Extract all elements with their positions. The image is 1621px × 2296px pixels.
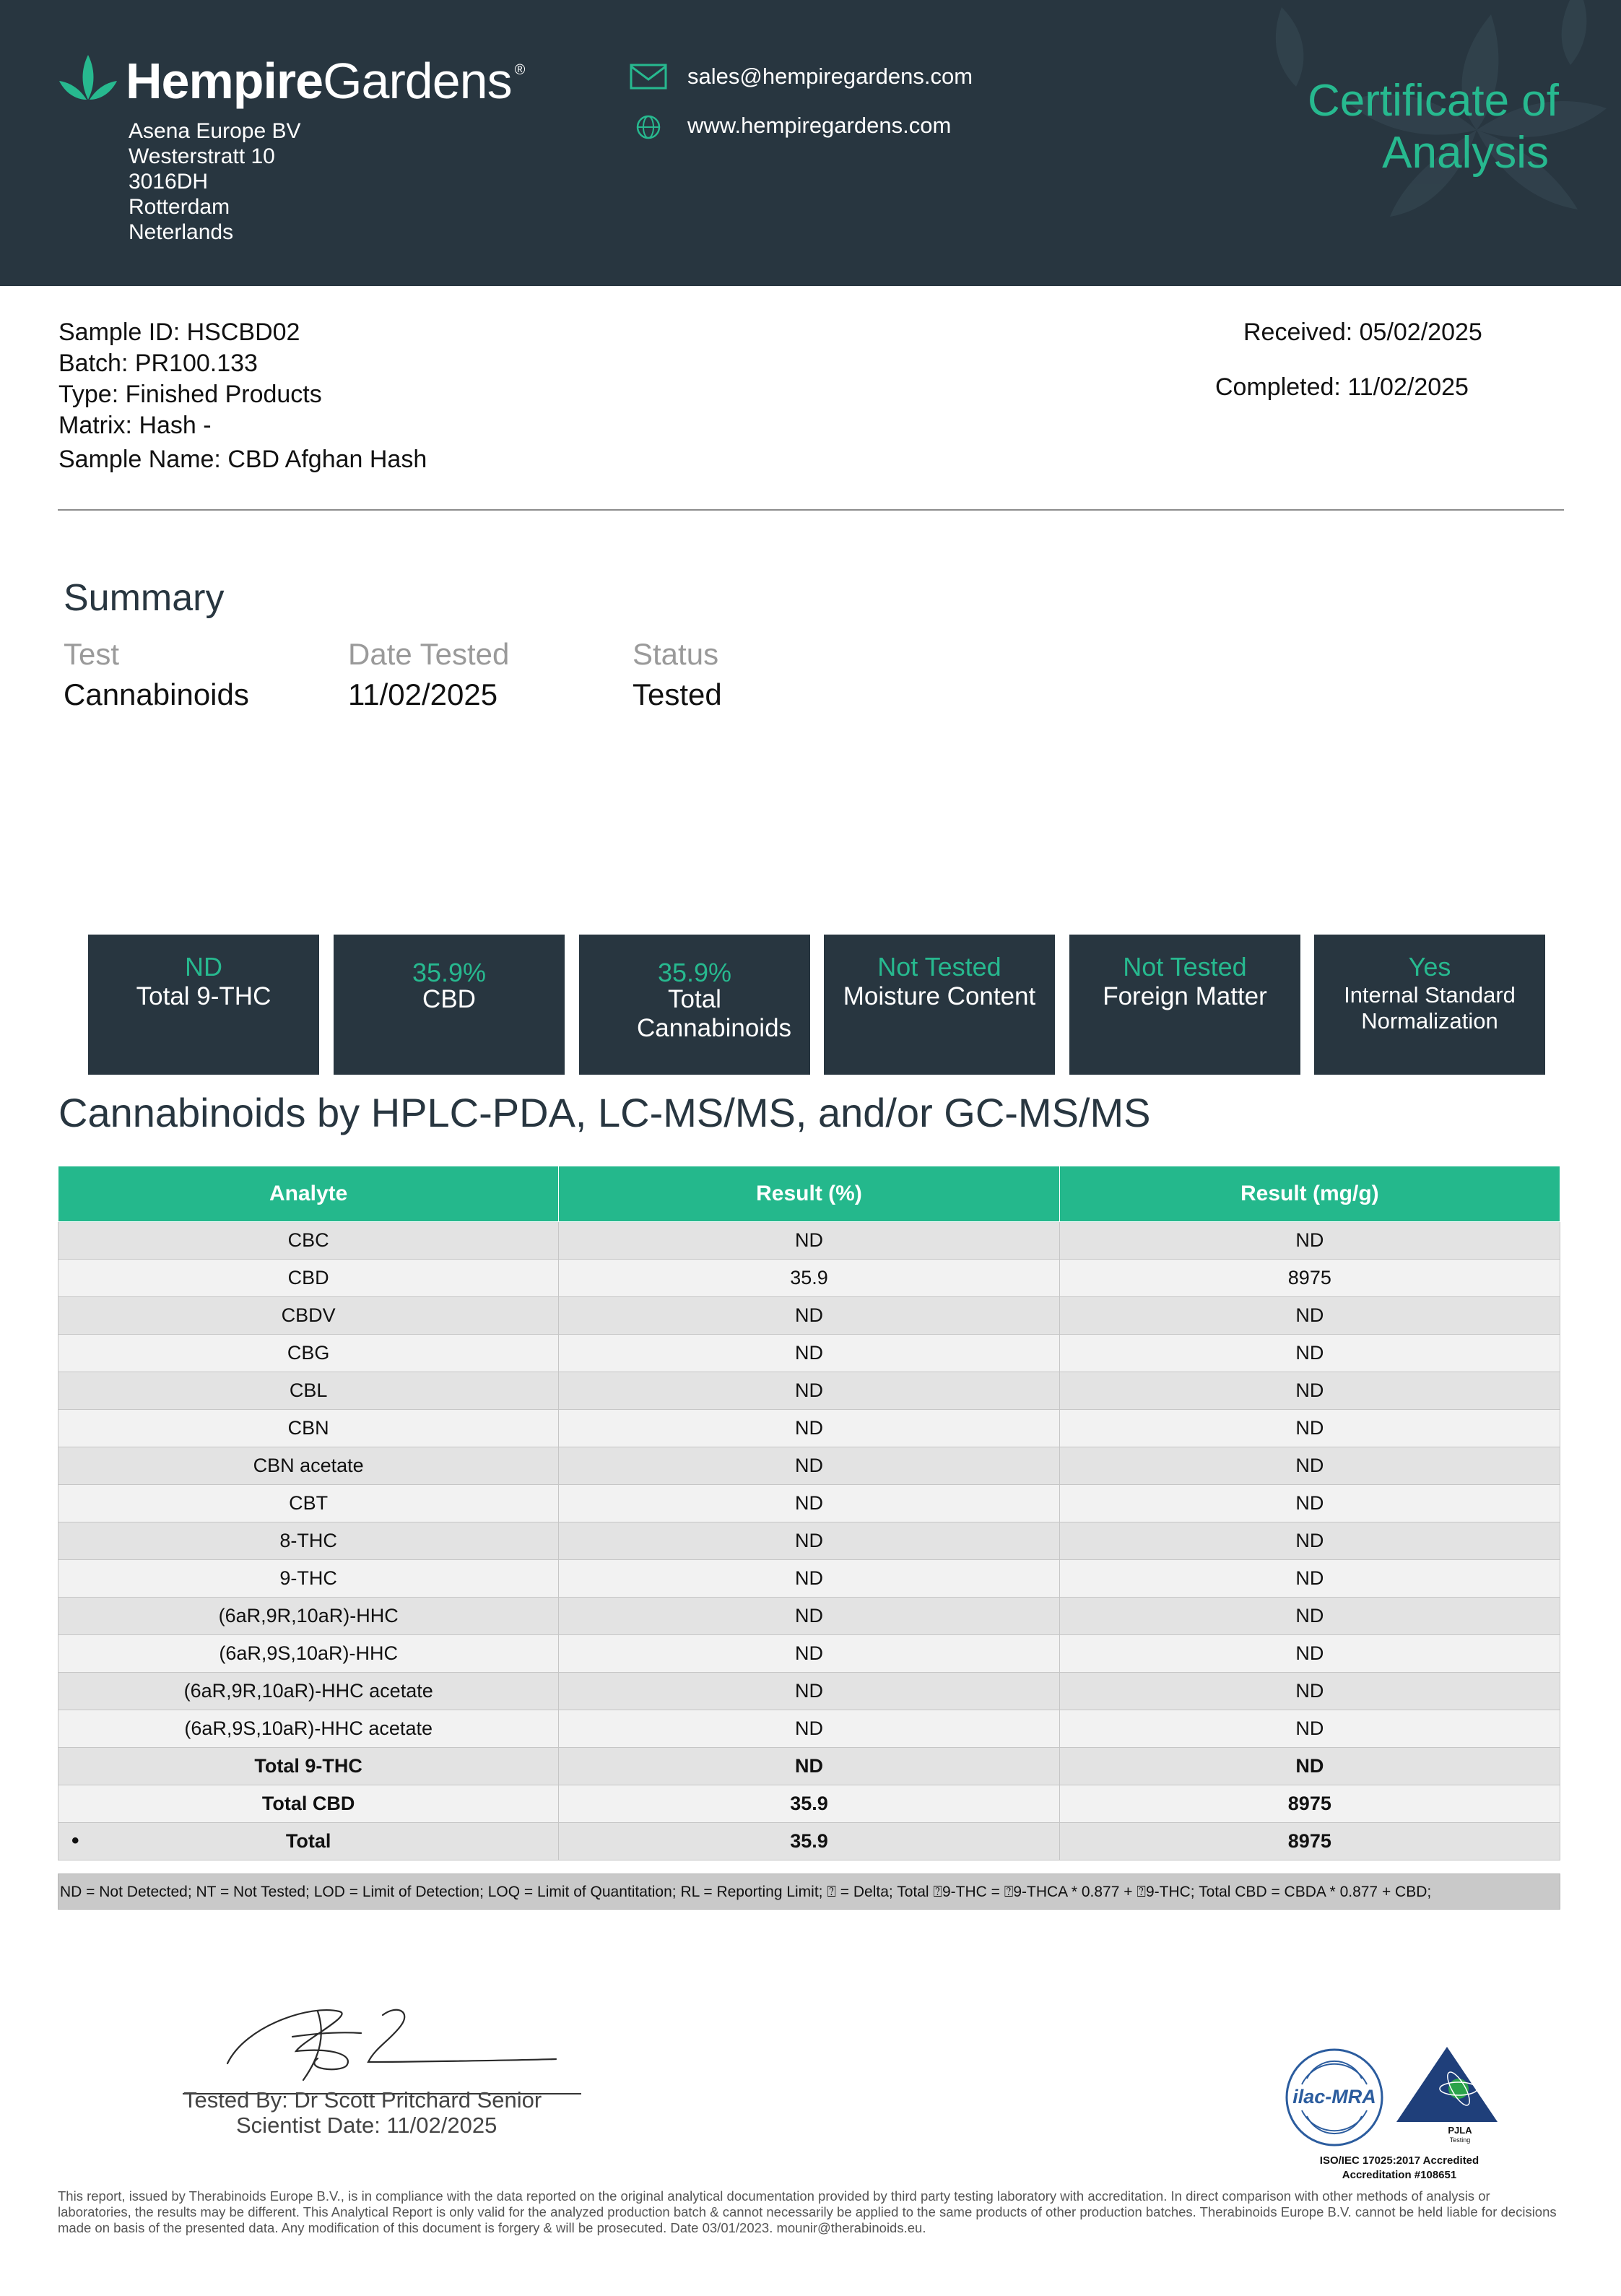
table-row	[58, 1560, 1560, 1598]
cell-result-mg	[1059, 1673, 1560, 1710]
cell-result-mg-text: 8975	[1287, 1830, 1331, 1852]
header-result-mg: Result (mg/g)	[1059, 1166, 1560, 1222]
table-row	[58, 1673, 1560, 1710]
certificate-title	[1308, 75, 1559, 179]
header-banner	[0, 0, 1621, 286]
ilac-mra-logo-icon	[1284, 2047, 1385, 2148]
cell-analyte	[58, 1522, 559, 1560]
certificate-title-line-1: Certificate of	[1307, 76, 1559, 126]
cell-result-mg	[1059, 1785, 1560, 1823]
summary-header-status: Status	[633, 637, 719, 671]
pjla-text: PJLA	[1448, 2125, 1472, 2136]
brand-logo	[58, 52, 525, 110]
cell-result-mg	[1059, 1447, 1560, 1485]
cell-result-percent	[559, 1335, 1059, 1372]
cell-result-mg-text: ND	[1295, 1304, 1324, 1326]
sample-type: Type: Finished Products	[58, 381, 322, 408]
cell-result-mg	[1059, 1710, 1560, 1748]
card-label: Internal Standard Normalization	[1344, 982, 1516, 1034]
cell-analyte-text: CBN	[287, 1417, 329, 1439]
cell-result-percent-text: ND	[794, 1342, 823, 1364]
cell-result-percent	[559, 1222, 1059, 1260]
cell-result-percent-text: ND	[794, 1304, 823, 1326]
cell-result-percent	[559, 1485, 1059, 1522]
cell-result-mg	[1059, 1222, 1560, 1260]
cell-result-percent	[559, 1785, 1059, 1823]
card-label: Total 9-THC	[136, 982, 271, 1010]
cell-result-percent-text: ND	[794, 1605, 823, 1626]
cell-result-percent-text: ND	[794, 1680, 823, 1702]
cell-result-mg-text: ND	[1295, 1530, 1324, 1551]
table-row	[58, 1410, 1560, 1447]
cannabinoid-results-table	[58, 1166, 1560, 1860]
address-line-3: 3016DH	[129, 170, 209, 194]
cell-result-mg-text: 8975	[1287, 1267, 1331, 1288]
table-row	[58, 1823, 1560, 1860]
cell-result-percent-text: 35.9	[790, 1793, 828, 1814]
cell-result-percent-text: ND	[794, 1567, 823, 1589]
table-row	[58, 1710, 1560, 1748]
cell-result-percent-text: ND	[794, 1717, 823, 1739]
cell-analyte	[58, 1710, 559, 1748]
ilac-text: ilac-MRA	[1292, 2086, 1376, 2107]
cell-result-mg	[1059, 1522, 1560, 1560]
card-moisture-content	[824, 935, 1055, 1075]
header-analyte: Analyte	[58, 1166, 559, 1222]
matrix: Matrix: Hash -	[58, 412, 212, 439]
cell-result-mg	[1059, 1823, 1560, 1860]
cell-result-mg-text: ND	[1295, 1455, 1324, 1476]
cell-result-percent	[559, 1598, 1059, 1635]
table-row	[58, 1297, 1560, 1335]
website-url[interactable]: www.hempiregardens.com	[687, 113, 952, 138]
cell-result-mg	[1059, 1410, 1560, 1447]
cell-result-mg	[1059, 1560, 1560, 1598]
cell-analyte-text: 8-THC	[279, 1530, 337, 1551]
address-line-1: Asena Europe BV	[129, 119, 301, 143]
signature-image	[217, 1983, 578, 2091]
cell-result-percent-text: ND	[794, 1492, 823, 1514]
cell-analyte-text: Total 9-THC	[254, 1755, 362, 1777]
table-row	[58, 1635, 1560, 1673]
cell-result-mg-text: ND	[1295, 1717, 1324, 1739]
email-contact[interactable]	[630, 62, 973, 91]
table-legend: ND = Not Detected; NT = Not Tested; LOD = Limit of Detection; LOQ = Limit of Quantitation; RL = Reporting Limit; ⍰ = Delta; Total ⍰9-THC = ⍰9-THCA * 0.877 + ⍰9-THC; Total CBD = CBDA * 0.877 + CBD;	[58, 1873, 1560, 1910]
sample-id: Sample ID: HSCBD02	[58, 319, 300, 346]
cell-analyte-text: (6aR,9R,10aR)-HHC acetate	[183, 1680, 433, 1702]
cell-analyte	[58, 1635, 559, 1673]
batch: Batch: PR100.133	[58, 350, 258, 377]
card-total-thc	[88, 935, 319, 1075]
cell-result-mg	[1059, 1335, 1560, 1372]
summary-status-value: Tested	[633, 677, 722, 711]
cell-result-mg-text: ND	[1295, 1642, 1324, 1664]
cell-result-percent	[559, 1823, 1059, 1860]
address-line-2: Westerstratt 10	[129, 144, 275, 168]
cell-result-mg	[1059, 1372, 1560, 1410]
cell-analyte-text: Total	[285, 1830, 331, 1852]
table-body	[58, 1222, 1560, 1860]
card-cbd	[334, 935, 565, 1075]
cell-result-mg	[1059, 1485, 1560, 1522]
cell-analyte	[58, 1335, 559, 1372]
cell-result-percent-text: ND	[794, 1755, 823, 1777]
card-value: 35.9%	[657, 958, 732, 987]
cell-analyte-text: (6aR,9S,10aR)-HHC acetate	[184, 1717, 433, 1739]
table-header-row	[58, 1166, 1560, 1222]
card-label: Foreign Matter	[1103, 982, 1267, 1010]
card-value: Not Tested	[877, 952, 1001, 982]
cell-analyte-text: CBL	[289, 1379, 328, 1401]
cell-result-percent	[559, 1410, 1059, 1447]
globe-icon	[634, 111, 672, 140]
cell-result-percent	[559, 1372, 1059, 1410]
cell-analyte-text: (6aR,9S,10aR)-HHC	[219, 1642, 398, 1664]
cell-analyte-text: Total CBD	[261, 1793, 355, 1814]
completed-date: Completed: 11/02/2025	[1215, 373, 1469, 401]
cell-analyte	[58, 1598, 559, 1635]
registered-mark: ®	[514, 61, 526, 78]
website-contact[interactable]	[630, 111, 951, 140]
cell-result-mg-text: ND	[1295, 1342, 1324, 1364]
cell-result-mg-text: ND	[1295, 1417, 1324, 1439]
sample-name: Sample Name: CBD Afghan Hash	[58, 446, 427, 473]
cell-analyte-text: CBN acetate	[253, 1455, 364, 1476]
cell-result-mg-text: ND	[1295, 1567, 1324, 1589]
cell-result-mg	[1059, 1260, 1560, 1297]
cell-analyte	[58, 1447, 559, 1485]
summary-header-test: Test	[64, 637, 120, 671]
cell-result-mg-text: ND	[1295, 1229, 1324, 1251]
divider	[58, 509, 1564, 511]
cell-analyte	[58, 1673, 559, 1710]
table-row	[58, 1785, 1560, 1823]
accreditation-number: Accreditation #108651	[1342, 2169, 1457, 2181]
cell-analyte	[58, 1748, 559, 1785]
cell-result-percent-text: 35.9	[790, 1830, 828, 1852]
cell-result-mg-text: ND	[1295, 1605, 1324, 1626]
cell-result-percent	[559, 1635, 1059, 1673]
table-row	[58, 1260, 1560, 1297]
cell-analyte	[58, 1372, 559, 1410]
cell-analyte-text: CBC	[287, 1229, 329, 1251]
table-row	[58, 1485, 1560, 1522]
table-row	[58, 1447, 1560, 1485]
leaf-logo-icon	[58, 52, 118, 110]
cell-result-mg	[1059, 1635, 1560, 1673]
card-label: CBD	[422, 985, 476, 1013]
cell-result-percent	[559, 1297, 1059, 1335]
card-value: ND	[185, 952, 222, 982]
disclaimer-text: This report, issued by Therabinoids Europe B.V., is in compliance with the data reported on the original analytical documentation provided by third party testing laboratory with accreditation. In direct comparison with other methods of analysis or laboratories, the results may be different. This Analytical Report is only valid for the analyzed production batch & cannot necessarily be applied to the same products of other production batches. Therabinoids Europe B.V. cannot be held liable for decisions made on basis of the presented data. Any modification of this document is forgery & will be prosecuted. Date 03/01/2023. mounir@therabinoids.eu.	[58, 2188, 1557, 2235]
card-value: Yes	[1408, 952, 1451, 982]
cell-result-mg-text: ND	[1295, 1755, 1324, 1777]
card-value: 35.9%	[412, 958, 487, 987]
brand-name-light: Gardens	[323, 53, 512, 109]
cell-result-mg	[1059, 1598, 1560, 1635]
cell-result-percent	[559, 1260, 1059, 1297]
cell-result-percent-text: 35.9	[790, 1267, 828, 1288]
address-line-5: Neterlands	[129, 220, 234, 244]
bullet-marker: •	[71, 1829, 79, 1853]
cell-result-percent-text: ND	[794, 1642, 823, 1664]
cell-analyte	[58, 1297, 559, 1335]
mail-icon	[630, 62, 667, 91]
cell-result-percent	[559, 1560, 1059, 1598]
iso-accreditation: ISO/IEC 17025:2017 Accredited	[1319, 2154, 1479, 2167]
address-line-4: Rotterdam	[129, 195, 230, 219]
brand-name-bold: Hempire	[126, 53, 323, 109]
cell-result-mg	[1059, 1748, 1560, 1785]
cell-result-percent	[559, 1710, 1059, 1748]
table-row	[58, 1372, 1560, 1410]
tested-by-line-1: Tested By: Dr Scott Pritchard Senior	[183, 2087, 542, 2113]
table-row	[58, 1598, 1560, 1635]
tested-by-line-2: Scientist Date: 11/02/2025	[236, 2113, 497, 2138]
cell-analyte	[58, 1410, 559, 1447]
cell-analyte-text: CBG	[287, 1342, 330, 1364]
cell-analyte-text: CBDV	[281, 1304, 336, 1326]
card-label: Total Cannabinoids	[637, 985, 792, 1042]
cell-result-percent-text: ND	[794, 1229, 823, 1251]
pjla-logo-icon	[1394, 2044, 1500, 2145]
cell-analyte	[58, 1485, 559, 1522]
cell-result-mg-text: ND	[1295, 1379, 1324, 1401]
received-date: Received: 05/02/2025	[1243, 319, 1482, 346]
cell-result-mg	[1059, 1297, 1560, 1335]
card-foreign-matter	[1069, 935, 1300, 1075]
section-title: Cannabinoids by HPLC-PDA, LC-MS/MS, and/or GC-MS/MS	[58, 1090, 1151, 1135]
table-row	[58, 1748, 1560, 1785]
cell-analyte-text: (6aR,9R,10aR)-HHC	[218, 1605, 399, 1626]
cell-result-percent-text: ND	[794, 1530, 823, 1551]
cell-analyte	[58, 1785, 559, 1823]
summary-test-value: Cannabinoids	[64, 677, 249, 711]
cell-result-percent-text: ND	[794, 1455, 823, 1476]
cell-result-percent	[559, 1447, 1059, 1485]
cell-analyte	[58, 1560, 559, 1598]
cell-result-percent-text: ND	[794, 1379, 823, 1401]
cell-analyte-text: 9-THC	[279, 1567, 337, 1589]
cell-analyte-text: CBD	[287, 1267, 329, 1288]
card-total-cannabinoids	[579, 935, 810, 1075]
cell-analyte	[58, 1823, 559, 1860]
summary-title: Summary	[64, 577, 225, 619]
table-row	[58, 1222, 1560, 1260]
summary-header-date: Date Tested	[348, 637, 510, 671]
email-address[interactable]: sales@hempiregardens.com	[687, 64, 973, 89]
cell-result-mg-text: 8975	[1287, 1793, 1331, 1814]
card-internal-standard	[1314, 935, 1545, 1075]
card-label: Moisture Content	[843, 982, 1036, 1010]
cell-analyte-text: CBT	[289, 1492, 329, 1514]
cell-analyte	[58, 1260, 559, 1297]
cell-result-percent-text: ND	[794, 1417, 823, 1439]
cell-result-mg-text: ND	[1295, 1492, 1324, 1514]
card-value: Not Tested	[1123, 952, 1247, 982]
cell-result-percent	[559, 1522, 1059, 1560]
cell-result-mg-text: ND	[1295, 1680, 1324, 1702]
cell-analyte	[58, 1222, 559, 1260]
summary-date-value: 11/02/2025	[348, 677, 498, 711]
header-result-percent: Result (%)	[559, 1166, 1059, 1222]
table-row	[58, 1522, 1560, 1560]
pjla-sub-text: Testing	[1449, 2136, 1471, 2144]
table-row	[58, 1335, 1560, 1372]
certificate-title-line-2: Analysis	[1382, 128, 1549, 178]
cell-result-percent	[559, 1748, 1059, 1785]
cell-result-percent	[559, 1673, 1059, 1710]
